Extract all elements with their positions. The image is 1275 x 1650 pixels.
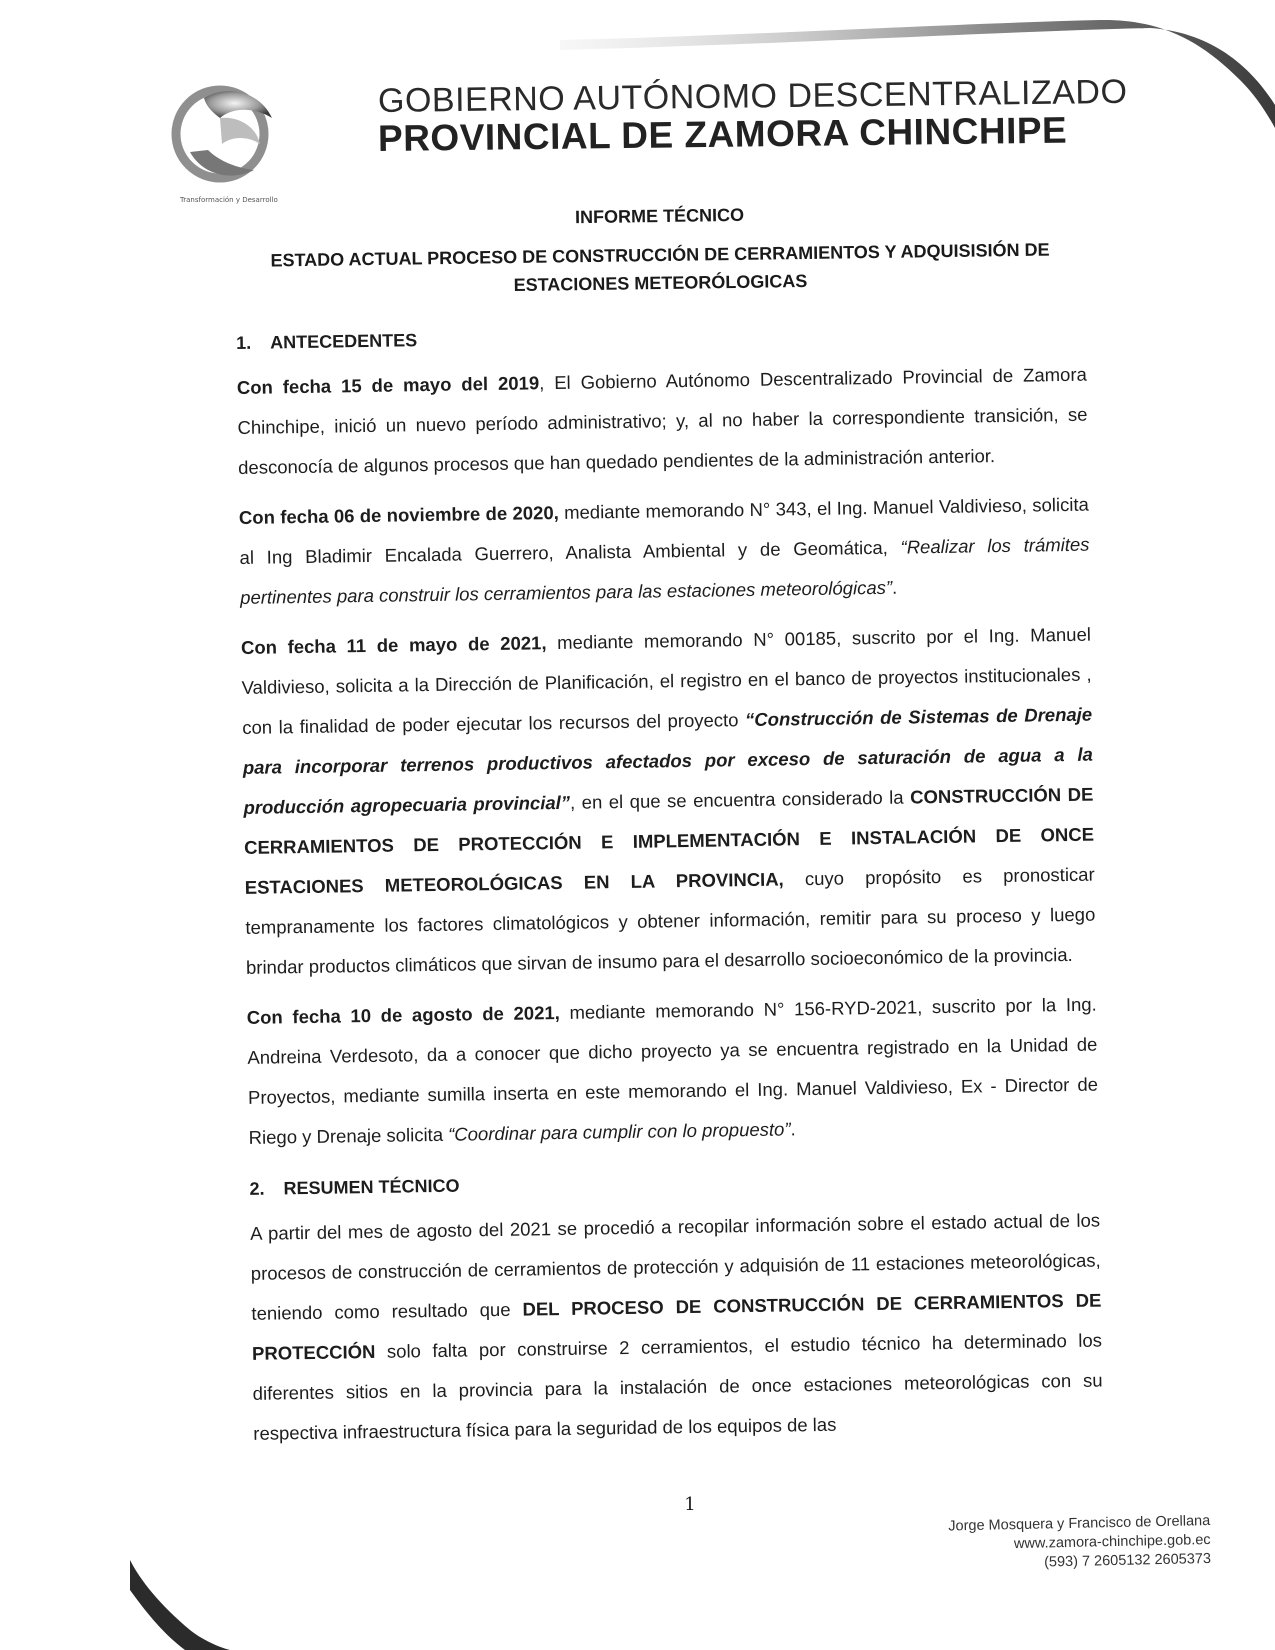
paragraph-text: mediante memorando N° 343, el Ing. Manuel Valdivieso, solicita al Ing Bladimir Encalada Guerrero, Analista Ambiental y de Geomática, bbox=[239, 493, 1090, 568]
footer-address: Jorge Mosquera y Francisco de Orellana bbox=[948, 1512, 1211, 1535]
paragraph-end: . bbox=[790, 1118, 796, 1140]
document-body bbox=[236, 317, 1104, 1464]
section-number: 2. bbox=[249, 1178, 265, 1199]
paragraph-lead: Con fecha 10 de agosto de 2021, bbox=[246, 1001, 560, 1028]
paragraph-text: solo falta por construirse 2 cerramientos, el estudio técnico ha determinado los diferentes sitios en la provincia para la instalación de once estaciones meteorológicas con su respectiva infraestructura física para la seguridad de los equipos de las bbox=[252, 1329, 1103, 1444]
paragraph bbox=[250, 1201, 1104, 1454]
section-title: ANTECEDENTES bbox=[270, 330, 418, 353]
organization-name-line2: PROVINCIAL DE ZAMORA CHINCHIPE bbox=[377, 109, 1068, 159]
document-title-block bbox=[219, 200, 1100, 303]
paragraph bbox=[241, 615, 1097, 988]
section-number: 1. bbox=[236, 332, 252, 353]
paragraph-quote: “Realizar los trámites pertinentes para construir los cerramientos para las estaciones meteorológicas” bbox=[240, 533, 1090, 608]
paragraph-lead: Con fecha 11 de mayo de 2021, bbox=[240, 632, 547, 658]
section-heading-antecedentes bbox=[236, 317, 1086, 356]
paragraph bbox=[239, 485, 1091, 618]
paragraph-text: cuyo propósito es pronosticar tempranamente los factores climatológicos y obtener información, remitir para su proceso y luego brindar productos climáticos que sirvan de insumo para el desarrollo socioeconómico de la provincia. bbox=[245, 863, 1096, 978]
project-name: “Construcción de Sistemas de Drenaje para incorporar terrenos productivos afectados por exceso de saturación de agua a la producción agropecuaria provincial” bbox=[242, 703, 1093, 818]
paragraph-lead: Con fecha 15 de mayo del 2019 bbox=[236, 372, 540, 398]
document-subtitle-line1: ESTADO ACTUAL PROCESO DE CONSTRUCCIÓN DE CERRAMIENTOS Y ADQUISISIÓN DE bbox=[270, 239, 1050, 271]
paragraph-quote: “Coordinar para cumplir con lo propuesto” bbox=[447, 1118, 791, 1145]
paragraph-emphasis: DEL PROCESO DE CONSTRUCCIÓN DE CERRAMIENTOS DE PROTECCIÓN bbox=[251, 1289, 1102, 1364]
page-number: 1 bbox=[684, 1494, 696, 1515]
paragraph-text: mediante memorando N° 00185, suscrito por el Ing. Manuel Valdivieso, solicita a la Dirección de Planificación, el registro en el banco de proyectos institucionales , con la finalidad de poder ejecutar los recursos del proyecto bbox=[241, 623, 1092, 738]
paragraph-text: mediante memorando N° 156-RYD-2021, suscrito por la Ing. Andreina Verdesoto, da a conocer que dicho proyecto ya se encuentra registrado en la Unidad de Proyectos, mediante sumilla inserta en este memorando el Ing. Manuel Valdivieso, Ex - Director de Riego y Drenaje solicita bbox=[247, 993, 1099, 1148]
footer-website: www.zamora-chinchipe.gob.ec bbox=[1013, 1531, 1211, 1553]
paragraph bbox=[246, 985, 1098, 1158]
document-title: INFORME TÉCNICO bbox=[574, 204, 745, 228]
paragraph-end: . bbox=[891, 576, 898, 598]
paragraph-lead: Con fecha 06 de noviembre de 2020, bbox=[238, 501, 559, 528]
paragraph bbox=[237, 355, 1089, 488]
provincial-logo bbox=[168, 78, 318, 208]
paragraph-emphasis: CONSTRUCCIÓN DE CERRAMIENTOS DE PROTECCIÓN E IMPLEMENTACIÓN E INSTALACIÓN DE ONCE ESTACIONES METEOROLÓGICAS EN LA PROVINCIA, bbox=[243, 783, 1095, 898]
footer-phone: (593) 7 2605132 2605373 bbox=[1043, 1550, 1212, 1571]
paragraph-text: A partir del mes de agosto del 2021 se procedió a recopilar información sobre el estado actual de los procesos de construcción de cerramientos de protección y adquisión de 11 estaciones meteorológicas, teniendo como resultado que bbox=[250, 1209, 1101, 1324]
footer-contact bbox=[880, 1512, 1211, 1576]
logo-tagline: Transformación y Desarrollo bbox=[180, 196, 278, 204]
organization-name-line1: GOBIERNO AUTÓNOMO DESCENTRALIZADO bbox=[377, 72, 1128, 120]
logo-emblem-icon bbox=[168, 78, 288, 193]
document-subtitle-line2: ESTACIONES METEORÓLOGICAS bbox=[513, 270, 808, 296]
footer-swoosh-decoration bbox=[0, 1560, 260, 1650]
document-subtitle bbox=[220, 235, 1101, 303]
paragraph-text: , El Gobierno Autónomo Descentralizado Provincial de Zamora Chinchipe, inició un nuevo período administrativo; y, al no haber la correspondiente transición, se desconocía de algunos procesos que han quedado pendientes de la administración anterior. bbox=[237, 363, 1088, 478]
section-title: RESUMEN TÉCNICO bbox=[283, 1175, 460, 1199]
paragraph-text: , en el que se encuentra considerado la bbox=[569, 786, 911, 813]
